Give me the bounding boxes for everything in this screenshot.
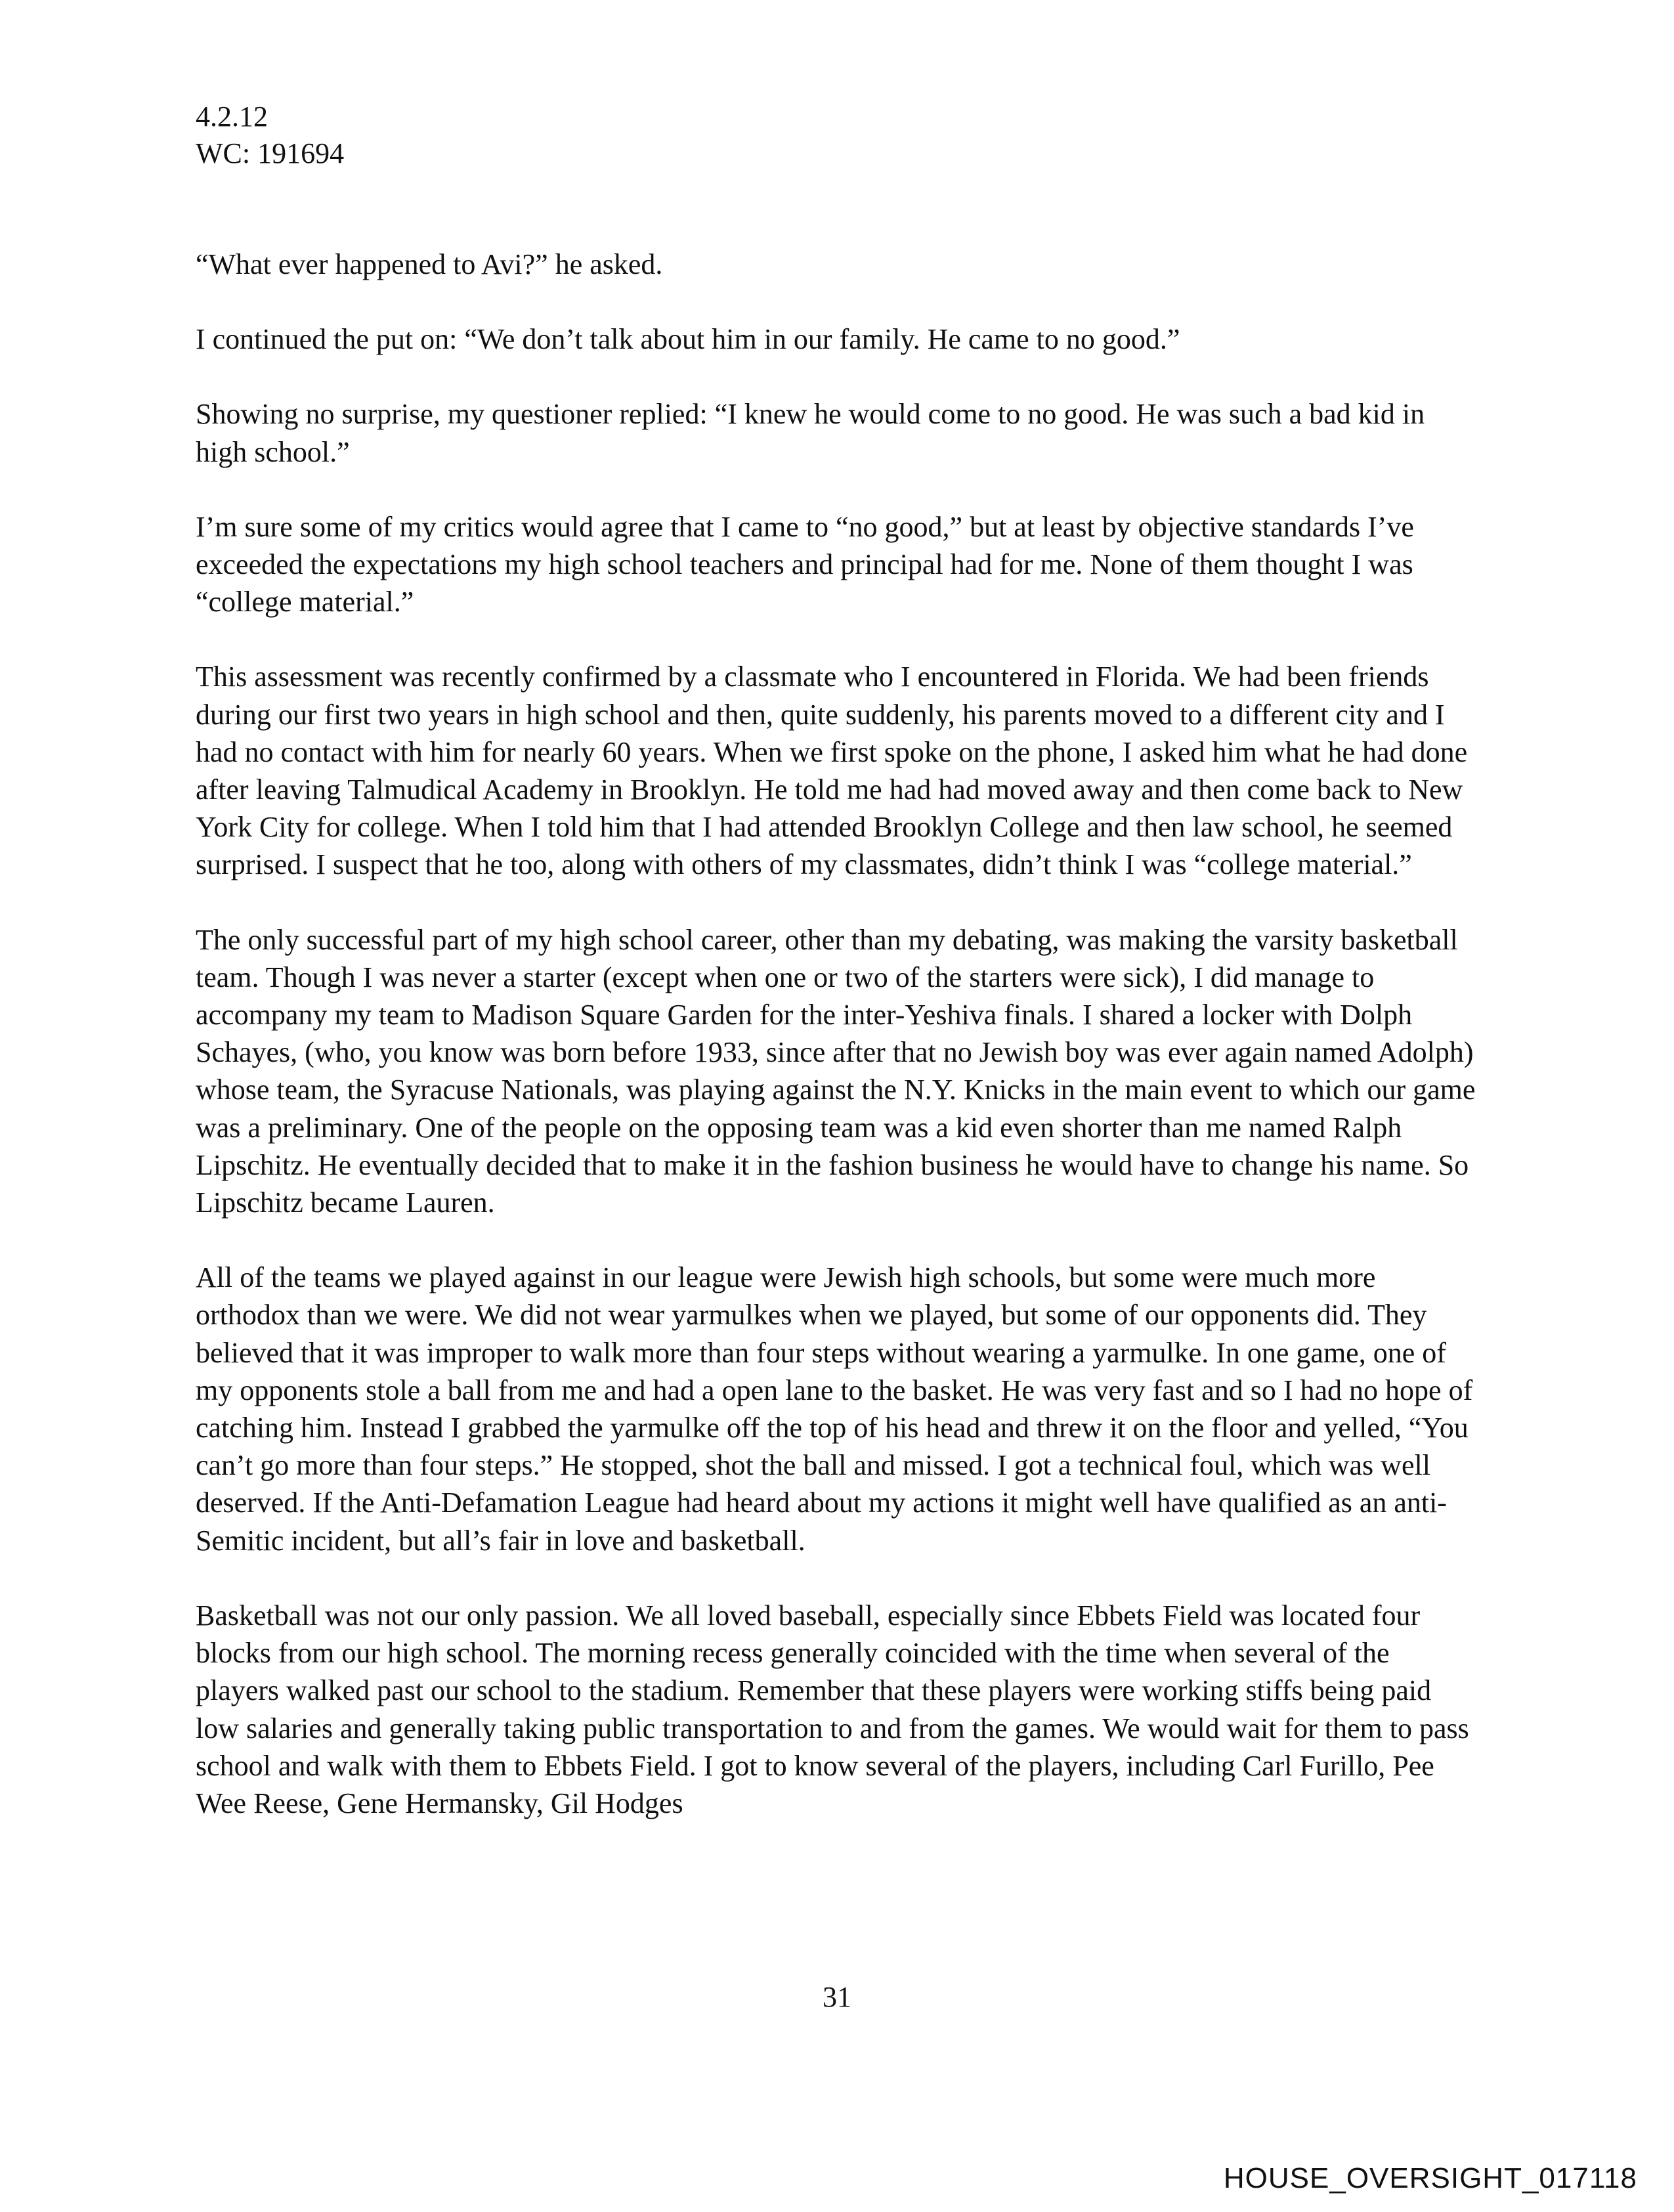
document-header — [196, 98, 344, 172]
paragraph: The only successful part of my high school career, other than my debating, was making the varsity basketball team. Though I was never a starter (except when one or two of the starters were sick), I did manage to accompany my team to Madison Square Garden for the inter-Yeshiva finals. I shared a locker with Dolph Schayes, (who, you know was born before 1933, since after that no Jewish boy was ever again named Adolph) whose team, the Syracuse Nationals, was playing against the N.Y. Knicks in the main event to which our game was a preliminary. One of the people on the opposing team was a kid even shorter than me named Ralph Lipschitz. He eventually decided that to make it in the fashion business he would have to change his name. So Lipschitz became Lauren. — [196, 923, 1476, 1219]
paragraph: “What ever happened to Avi?” he asked. — [196, 248, 663, 280]
paragraph: Basketball was not our only passion. We all loved baseball, especially since Ebbets Field was located four blocks from our high school. The morning recess generally coincided with the time when several of the players walked past our school to the stadium. Remember that these players were working stiffs being paid low salaries and generally taking public transportation to and from the games. We would wait for them to pass school and walk with them to Ebbets Field. I got to know several of the players, including Carl Furillo, Pee Wee Reese, Gene Hermansky, Gil Hodges — [196, 1599, 1469, 1819]
paragraph: Showing no surprise, my questioner replied: “I knew he would come to no good. He was such a bad kid in high school.” — [196, 398, 1425, 468]
bates-number: HOUSE_OVERSIGHT_017118 — [1223, 2162, 1637, 2194]
paragraph: I’m sure some of my critics would agree that I came to “no good,” but at least by objective standards I’ve exceeded the expectations my high school teachers and principal had for me. None of them thought I was “college material.” — [196, 510, 1414, 618]
page-number: 31 — [823, 1981, 851, 2013]
header-date: 4.2.12 — [196, 100, 268, 133]
header-word-count: WC: 191694 — [196, 137, 345, 169]
paragraph: All of the teams we played against in our league were Jewish high schools, but some were much more orthodox than we were. We did not wear yarmulkes when we played, but some of our opponents did. They believed that it was improper to walk more than four steps without wearing a yarmulke. In one game, one of my opponents stole a ball from me and had a open lane to the basket. He was very fast and so I had no hope of catching him. Instead I grabbed the yarmulke off the top of his head and threw it on the floor and yelled, “You can’t go more than four steps.” He stopped, shot the ball and missed. I got a technical foul, which was well deserved. If the Anti-Defamation League had heard about my actions it might well have qualified as an anti-Semitic incident, but all’s fair in love and basketball. — [196, 1261, 1473, 1557]
paragraph: I continued the put on: “We don’t talk about him in our family. He came to no good.” — [196, 323, 1180, 356]
body-text — [196, 246, 1476, 1859]
paragraph: This assessment was recently confirmed by a classmate who I encountered in Florida. We had been friends during our first two years in high school and then, quite suddenly, his parents moved to a different city and I had no contact with him for nearly 60 years. When we first spoke on the phone, I asked him what he had done after leaving Talmudical Academy in Brooklyn. He told me had had moved away and then come back to New York City for college. When I told him that I had attended Brooklyn College and then law school, he seemed surprised. I suspect that he too, along with others of my classmates, didn’t think I was “college material.” — [196, 661, 1468, 881]
